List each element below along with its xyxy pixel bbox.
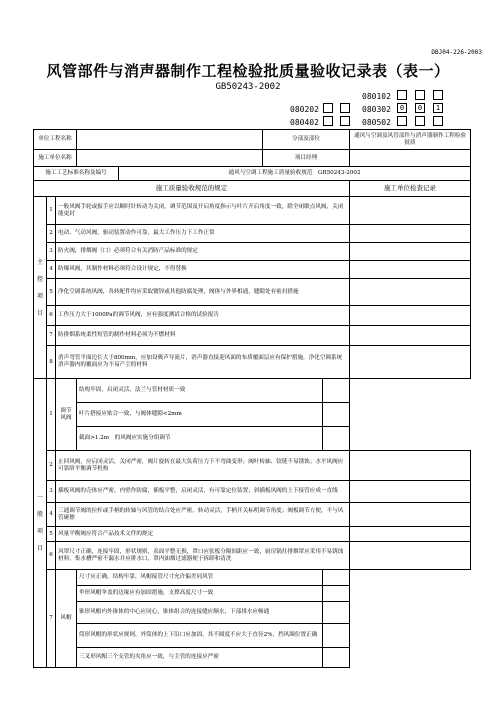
code-box[interactable] (323, 103, 333, 113)
code-box[interactable] (397, 116, 407, 126)
exec-standard-value: 通风与空调工程施工质量验收规范 GB50243-2002 (119, 167, 471, 181)
doc-code: DBJ04-226-2003 (431, 49, 482, 56)
damper-sub-label: 调节风阀 (56, 379, 77, 451)
standard-number: GB50243-2002 (215, 82, 281, 92)
general-items-label: 一 般 项 目 (34, 379, 47, 668)
item-number: 1 (47, 197, 56, 225)
unit-name-field[interactable] (77, 130, 263, 150)
general-item-text: 风量平衡阀应符合产品技术文件的规定 (56, 527, 350, 542)
code-box[interactable]: 0 (397, 103, 407, 113)
item-number: 5 (47, 527, 56, 542)
general-item-text: 伞形风帽伞盖的边缘应有加固措施，支撑高度尺寸一致 (77, 586, 323, 602)
code-box[interactable] (340, 103, 350, 113)
general-item-text: 锥形风帽内外锥体的中心应同心，锥体组合的连接缝应顺水，下部排水应畅通 (77, 602, 323, 624)
contractor-field[interactable] (77, 150, 263, 167)
check-record-cell[interactable] (350, 527, 471, 542)
check-record-cell[interactable] (323, 379, 350, 403)
project-manager-field[interactable] (350, 150, 471, 167)
check-record-cell[interactable] (350, 481, 471, 503)
check-record-cell[interactable] (350, 279, 471, 306)
item-number: 8 (47, 346, 56, 379)
item-number: 4 (47, 261, 56, 279)
main-item-text: 电动、气动风阀，驱动装置动作可靠，最大工作压力下工作正常 (56, 225, 350, 243)
contractor-label: 施工单位名称 (34, 150, 77, 167)
code-box[interactable] (397, 90, 407, 100)
code-box[interactable]: 1 (433, 103, 443, 113)
general-item-text: 叶片搭接应贴合一致，与阀体缝隙<2mm (77, 403, 323, 427)
check-record-cell[interactable] (350, 503, 471, 527)
item-number: 3 (47, 243, 56, 261)
item-number: 1 (47, 379, 56, 451)
project-manager-label: 项目经理 (263, 150, 350, 167)
main-item-text: 防火阀，排烟阀（口）必须符合有关消防产品标准的规定 (56, 243, 350, 261)
check-record-cell[interactable] (350, 261, 471, 279)
item-number: 5 (47, 279, 56, 306)
code-080502: 080502 (362, 118, 391, 127)
check-record-cell[interactable] (323, 427, 350, 451)
general-item-text: 插板风阀的壳体应严密，内壁作防腐，插板平整，启闭灵活，有可靠定位装置；斜插板风阀的上下接管应成一直线 (56, 481, 350, 503)
item-number: 6 (47, 542, 56, 570)
check-record-cell[interactable] (323, 602, 350, 624)
general-item-text: 风罩尺寸正确，连接牢固，形状规则，表面平整无损，罩口应张板分隔间距应一致，厨房锅灶排烟罩应采用不易锈蚀材料，集水槽严密不漏水并应排水口，罩内油烟过滤器便于拆卸和清洗 (56, 542, 350, 570)
check-record-cell[interactable] (323, 586, 350, 602)
check-record-cell[interactable] (323, 403, 350, 427)
code-box[interactable] (323, 116, 333, 126)
code-080102: 080102 (362, 92, 391, 101)
inspection-record-table (33, 129, 471, 668)
code-box[interactable] (433, 90, 443, 100)
code-080302: 080302 (362, 105, 391, 114)
code-box[interactable] (415, 116, 425, 126)
unit-name-label: 单位工程名称 (34, 130, 77, 150)
subdivision-label: 分部及部位 (263, 130, 350, 150)
check-record-cell[interactable] (350, 451, 471, 481)
item-number: 6 (47, 306, 56, 326)
code-080202: 080202 (290, 105, 319, 114)
exec-standard-label: 施工工艺标准名称及编号 (34, 167, 119, 181)
main-item-text: 防排烟系统柔性短管的制作材料必须为不燃材料 (56, 326, 350, 346)
check-record-cell[interactable] (350, 197, 471, 225)
code-box[interactable] (433, 116, 443, 126)
check-record-cell[interactable] (323, 624, 350, 648)
check-record-cell[interactable] (350, 306, 471, 326)
check-record-cell[interactable] (350, 542, 471, 570)
check-record-cell[interactable] (323, 648, 350, 668)
general-item-text: 三通调节阀的拉杆或手柄的转轴与风管的结合处应严密，转动灵活，手柄开关标明调节角度；阀板调节方便，不与风管碰擦 (56, 503, 350, 527)
subdivision-value: 通风与空调及风管部件与消声器制作工程检验批质 (350, 130, 471, 150)
general-item-text: 止回风阀，应启闭灵活，关闭严密，阀片旋转在最大负荷压力下不弯曲变形；阀叶转轴、铰链不易锈蚀；水平风阀应可靠阶平衡调节机构 (56, 451, 350, 481)
item-number: 3 (47, 481, 56, 503)
item-number: 2 (47, 451, 56, 481)
item-number: 7 (47, 326, 56, 346)
main-item-text: 消声弯管平面边长大于800mm，应加设吸声导流片，消声器直接迎风面的布质覆面层应有保护措施，净化空调系统消声器内的覆面应为不易产尘的材料 (56, 346, 350, 379)
check-record-cell[interactable] (350, 326, 471, 346)
check-record-cell[interactable] (350, 243, 471, 261)
code-080402: 080402 (290, 118, 319, 127)
check-record-cell[interactable] (323, 570, 350, 586)
item-number: 4 (47, 503, 56, 527)
spec-column-header: 施工质量验收规范的规定 (34, 181, 350, 197)
code-box[interactable]: 0 (415, 103, 425, 113)
hood-sub-label: 风帽 (56, 570, 77, 668)
general-item-text: 截面>1.2m 的风阀应实施分组调节 (77, 427, 323, 451)
check-column-header: 施工单位检查记录 (350, 181, 471, 197)
code-box[interactable] (340, 116, 350, 126)
main-control-label: 主 控 项 目 (34, 197, 47, 379)
general-item-text: 三叉形风帽三个支管的夹角应一致，与主管的连接应严密 (77, 648, 323, 668)
main-item-text: 防爆风阀，其制作材料必须符合设计规定，不得替换 (56, 261, 350, 279)
main-item-text: 净化空调系统风阀，各转配件均应采取镀锌或其他防腐处理，阀体与外界相通，缝隙处有密封措施 (56, 279, 350, 306)
general-item-text: 尺寸应正确，结构牢靠，风帽接管尺寸允许偏差同风管 (77, 570, 323, 586)
page-title: 风管部件与消声器制作工程检验批质量验收记录表（表一） (46, 62, 450, 80)
general-item-text: 结构牢固，启闭灵活，法兰与管材材质一致 (77, 379, 323, 403)
general-item-text: 筒形风帽的形状应规则，外筒体的上下沿口应加固，其不圆度不应大于直径2%，挡风圈位置正确 (77, 624, 323, 648)
check-record-cell[interactable] (350, 346, 471, 379)
check-record-cell[interactable] (350, 225, 471, 243)
code-box[interactable] (415, 90, 425, 100)
main-item-text: 工作压力大于1000Pa的调节风阀，应有强度测试合格的试验报告 (56, 306, 350, 326)
item-number: 7 (47, 570, 56, 668)
main-item-text: 一般风阀手轮或扳手应以顺时针转动为关闭，调节范围及开启角度指示与叶片开启角度一致，除全闭歇点风阀，关闭能更封 (56, 197, 350, 225)
item-number: 2 (47, 225, 56, 243)
